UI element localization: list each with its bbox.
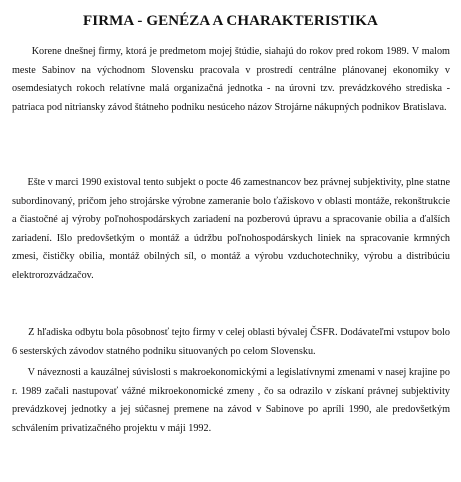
paragraph-sales-area: Z hľadiska odbytu bola pôsobnosť tejto firmy v celej oblasti bývalej ČSFR. Dodávateľmi vstupov bolo 6 sesterských závodov statného podniku situovaných po celom Slovensku. <box>12 327 450 357</box>
paragraph-origins: Korene dnešnej firmy, ktorá je predmetom mojej štúdie, siahajú do rokov pred rokom 1989. V malom meste Sabinov na východnom Slovensku pracovala v prostredí centrálne plánovanej ekonomiky v osemdesiatych rokoch relatívne malá organizačná jednotka - na úrovni tzv. prevádzkového strediska - patriaca pod nitriansky závod štátneho podniku nesúceho názov Strojárne nákupných podnikov Bratislava. <box>12 46 450 113</box>
paragraph-changes: V náveznosti a kauzálnej súvislosti s makroekonomickými a legislatívnymi zmenami v nasej krajine po r. 1989 začali nastupovať vážné mikroekonomické zmeny , čo sa odrazilo v získaní právnej subjektivity prevádzkovej jednotky a jej súčasnej premene na závod v Sabinove po apríli 1990, ale predovšetkým schválením privatizačného projektu v máji 1992. <box>12 367 450 434</box>
document-title: FIRMA - GENÉZA A CHARAKTERISTIKA <box>83 13 378 29</box>
paragraph-1990-status: Ešte v marci 1990 existoval tento subjekt o pocte 46 zamestnancov bez právnej subjektivity, plne statne subordinovaný, pričom jeho strojárske výrobne zameranie bolo ťažiskovo v oblasti montáže, rekonštrukcie a čiastočné aj výroby poľnohospodárskych zariadení na pozberovú úpravu a spracovanie obilia a ďalších zariadení. Išlo predovšetkým o montáž a údržbu poľnohospodárskych liniek na spracovanie krmných zmesi, čističky obilia, montáž obilných síl, o montáž a výrobu vzduchotechniky, výrobu a distribúciu elektrorozvádzačov. <box>12 177 450 281</box>
